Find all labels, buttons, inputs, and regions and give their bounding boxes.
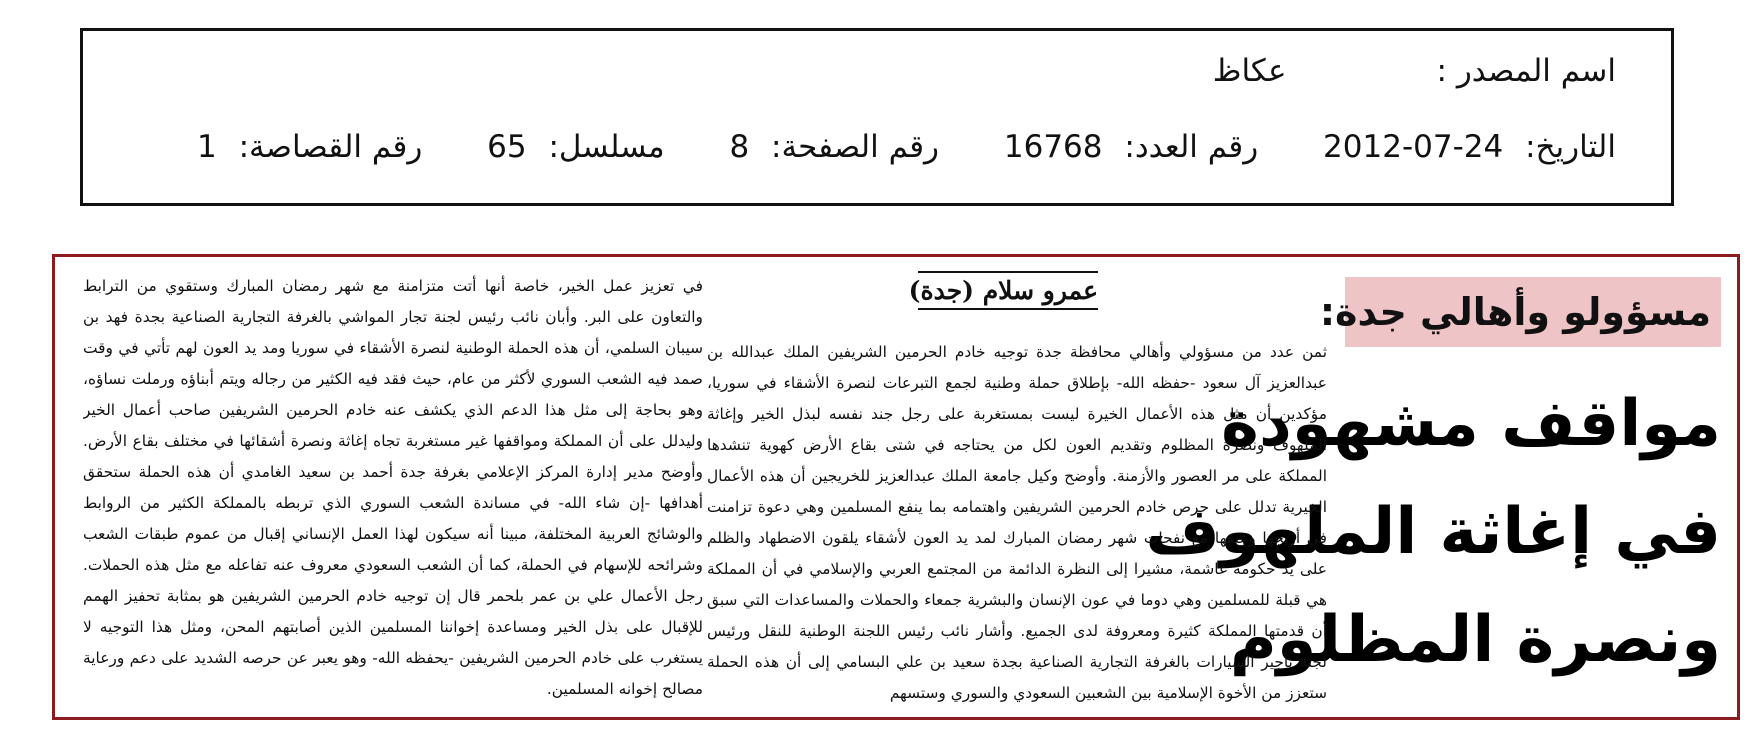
newspaper-clipping (52, 254, 1740, 720)
page-label: رقم الصفحة: (771, 129, 940, 165)
headline-line-1: مواقف مشهودة (1221, 387, 1721, 461)
article-column-middle: ثمن عدد من مسؤولي وأهالي محافظة جدة توجيه خادم الحرمين الشريفين الملك عبدالله بن عبدالعزيز آل سعود -حفظه الله- بإطلاق حملة وطنية لجمع التبرعات لنصرة الأشقاء في سوريا، مؤكدين أن مثل هذه الأعمال الخيرة ليست بمستغربة على رجل جند نفسه لبذل الخير وإغاثة الملهوف ونصرة المظلوم وتقديم العون لكل من يحتاجه في شتى بقاع الأرض كهوية تنشدها المملكة على مر العصور والأزمنة. وأوضح وكيل جامعة الملك عبدالعزيز للخريجين أن هذه الأعمال الخيرية تدلل على حرص خادم الحرمين الشريفين واهتمامه بما ينفع المسلمين وهي دعوة تزامنت في أريجها وعبقها مع نفحات شهر رمضان المبارك لمد يد العون لأشقاء يلقون الاضطهاد والظلم على يد حكومة غاشمة، مشيرا إلى النظرة الدائمة من المجتمع العربي والإسلامي في أن المملكة هي قبلة للمسلمين وهي دوما في عون الإنسان والبشرية جمعاء والحملات والمساعدات التي سبق أن قدمتها المملكة كثيرة ومعروفة لدى الجميع. وأشار نائب رئيس اللجنة الوطنية للنقل ورئيس لجنة تأجير السيارات بالغرفة التجارية الصناعية بجدة سعيد بن علي البسامي إلى أن هذه الحملة ستعزز من الأخوة الإسلامية بين الشعبين السعودي والسوري وستسهم (707, 343, 1327, 702)
date-label: التاريخ: (1525, 129, 1616, 165)
details-row (197, 129, 1616, 165)
byline: عمرو سلام (جدة) (918, 271, 1098, 310)
page-value: 8 (729, 129, 750, 165)
article-column-left: في تعزيز عمل الخير، خاصة أنها أتت متزامنة مع شهر رمضان المبارك وستقوي من الترابط والتعاون على البر. وأبان نائب رئيس لجنة تجار المواشي بالغرفة التجارية الصناعية بجدة فهد بن سيبان السلمي، أن هذه الحملة الوطنية لنصرة الأشقاء في سوريا ومد يد العون لهم تأتي في وقت صمد فيه الشعب السوري لأكثر من عام، حيث فقد فيه الكثير من رجاله ويتم أبناؤه ورملت نساؤه، وهو بحاجة إلى مثل هذا الدعم الذي يكشف عنه خادم الحرمين الشريفين صاحب أعمال الخير وليدلل على أن المملكة ومواقفها غير مستغربة تجاه إغاثة ونصرة أشقائها في مختلف بقاع الأرض. وأوضح مدير إدارة المركز الإعلامي بغرفة جدة أحمد بن سعيد الغامدي أن هذه الحملة ستحقق أهدافها -إن شاء الله- في مساندة الشعب السوري الذي تربطه بالمملكة الكثير من الروابط والوشائج العربية المختلفة، مبينا أنه سيكون لهذا العمل الإنساني إقبال من عموم طبقات الشعب وشرائحه للإسهام في الحملة، كما أن الشعب السعودي معروف عنه تفاعله مع مثل هذه الحملات. رجل الأعمال علي بن عمر بلحمر قال إن توجيه خادم الحرمين الشريفين هو بمثابة تحفيز الهمم للإقبال على بذل الخير ومساعدة إخواننا المسلمين الذين أصابتهم المحن، ومثل هذا التوجيه لا يستغرب على خادم الحرمين الشريفين -يحفظه الله- وهو يعبر عن حرصه الشديد على دعم ورعاية مصالح إخوانه المسلمين. (83, 277, 703, 698)
issue-label: رقم العدد: (1124, 129, 1259, 165)
headline-line-2: في إغاثة الملهوف (1145, 495, 1721, 569)
source-row (1213, 53, 1616, 89)
serial-label: مسلسل: (548, 129, 665, 165)
issue-value: 16768 (1003, 129, 1103, 165)
source-label: اسم المصدر : (1436, 53, 1616, 89)
headline-line-3: ونصرة المظلوم (1229, 603, 1721, 677)
headline-block (1145, 277, 1721, 697)
date-value: 2012-07-24 (1323, 129, 1504, 165)
kicker: مسؤولو وأهالي جدة: (1345, 277, 1721, 347)
clip-label: رقم القصاصة: (238, 129, 423, 165)
serial-value: 65 (487, 129, 527, 165)
source-value: عكاظ (1212, 53, 1287, 89)
clip-value: 1 (196, 129, 217, 165)
source-metadata-box (80, 28, 1674, 206)
